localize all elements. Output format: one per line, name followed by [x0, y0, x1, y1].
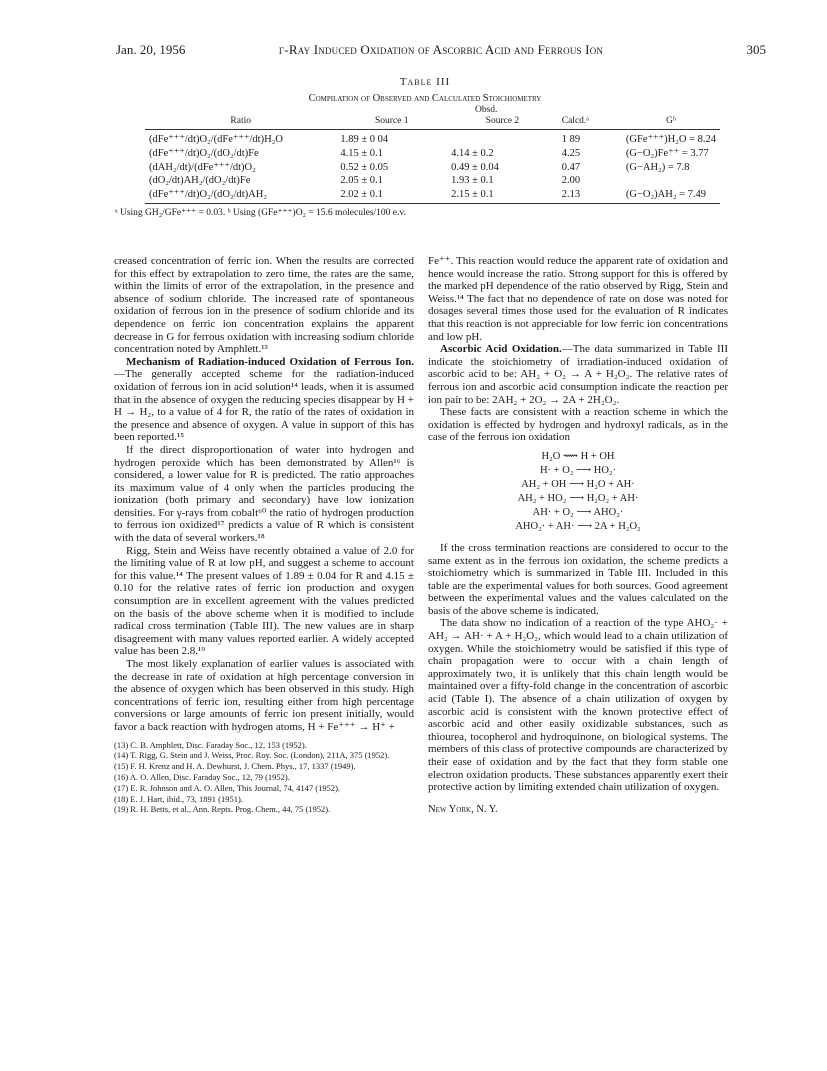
paragraph-text: —The data summarized in Table III indicate the stoichiometry of irradiation-induced oxidation of ascorbic acid to be: AH₂ + O₂ → A + H₂O₂. The relative rates of ferrous ion and ascorbic acid consumption indicate the reaction per ion pair to be: 2AH₂ + 2O₂ → 2A + 2H₂O₂. [428, 343, 728, 406]
reference-item: (19) R. H. Betts, et al., Ann. Repts. Prog. Chem., 44, 75 (1952). [114, 804, 331, 815]
reference-item: (16) A. O. Allen, Disc. Faraday Soc., 12, 79 (1952). [114, 771, 290, 782]
body-paragraph: Rigg, Stein and Weiss have recently obtained a value of 2.0 for the limiting value of R at low pH, and suggest a scheme to account for this value.¹⁴ The present values of 1.89 ± 0.04 for R and 4.15 ± 0.10 for the relative rates of ferric ion production and oxygen consumption are in excellent agreement with the values predicted on the basis of the above scheme when it is modified to include radical cross termination (Table III). The new values are in sharp disagreement with many values reported earlier. A widely accepted value has been 2.8.¹⁹ [114, 544, 414, 658]
equation: AHO₂· + AH· ⟶ 2A + H₂O₂ [515, 520, 641, 532]
cell-source2: 4.14 ± 0.2 [451, 147, 494, 159]
section-heading: Ascorbic Acid Oxidation. [440, 343, 562, 356]
cell-source1: 0.52 ± 0.05 [340, 161, 389, 173]
references [114, 740, 414, 816]
equation: H· + O₂ ⟶ HO₂· [539, 464, 617, 476]
stoichiometry-table [145, 116, 720, 204]
equation: AH₂ + OH ⟶ H₂O + AH· [521, 478, 635, 490]
table-caption: Compilation of Observed and Calculated Stoichiometry [308, 93, 542, 104]
body-paragraph: If the cross termination reactions are considered to occur to the same extent as in the ferrous ion oxidation, the scheme predicts a stoichiometry which is summarized in Table III. Included in this table are the experimental values for both sources. Good agreement between the experimental values and the values calculated on the basis of the above scheme is indicated. [428, 541, 728, 617]
reference-item: (17) E. R. Johnson and A. O. Allen, This Journal, 74, 4147 (1952). [114, 782, 341, 793]
body-paragraph [428, 343, 728, 406]
cell-calcd: 0.47 [561, 161, 581, 173]
reference-item: (14) T. Rigg, G. Stein and J. Weiss, Proc. Roy. Soc. (London), 211A, 375 (1952). [114, 750, 390, 761]
cell-g: (GFe⁺⁺⁺)H₂O = 8.24 [625, 134, 716, 145]
table-header-row [145, 116, 720, 130]
reference-item: (18) E. J. Hart, ibid., 73, 1891 (1951). [114, 793, 243, 804]
table-row [145, 146, 720, 160]
paragraph-text: —The generally accepted scheme for the radiation-induced oxidation of ferrous ion in acid solution¹⁴ leads, when it is assumed that in the absence of oxygen the reducing species disappear by H + H → H₂, to a value of 4 for R, the ratio of the rates of oxidation in the presence and absence of oxygen. A value in support of this has been reported.¹⁵ [114, 368, 414, 444]
right-column [428, 255, 728, 816]
equation: AH· + O₂ ⟶ AHO₂· [532, 506, 624, 518]
cell-ratio: (dAH₂/dt)/(dFe⁺⁺⁺/dt)O₂ [149, 162, 256, 173]
equation: H₂O ⟿ H + OH [541, 450, 615, 462]
section-heading: Mechanism of Radiation-induced Oxidation of Ferrous Ion. [126, 355, 414, 368]
body-paragraph: If the direct disproportionation of water into hydrogen and hydrogen peroxide which has been demonstrated by Allen¹⁶ is considered, a lower value for R is predicted. The ratio approaches its maximum value of 4 only when the particles producing the ionization (both primary and secondary) have low ionization densities. For γ-rays from cobalt⁶⁰ the ratio of hydrogen production to ferrous ion oxidized¹⁷ predicts a value of R which is consistent with the data of several workers.¹⁸ [114, 443, 414, 545]
col-header-calcd: Calcd.ᵃ [558, 116, 622, 130]
cell-source2: 1.93 ± 0.1 [451, 175, 494, 186]
cell-source1: 1.89 ± 0 04 [340, 133, 389, 145]
cell-calcd: 2.00 [561, 175, 581, 186]
cell-source2 [447, 130, 558, 147]
body-paragraph [114, 356, 414, 444]
cell-calcd: 4.25 [561, 147, 581, 159]
author-location: New York, N. Y. [428, 803, 498, 815]
table-title: Table III [399, 76, 451, 88]
cell-calcd: 2.13 [558, 187, 622, 204]
table-row [145, 130, 720, 147]
left-column [114, 255, 414, 815]
cell-ratio: (dFe⁺⁺⁺/dt)O₂/(dO₂/dt)AH₂ [145, 187, 336, 204]
cell-g: (G−O₂)Fe⁺⁺ = 3.77 [625, 148, 709, 159]
cell-source1: 2.02 ± 0.1 [336, 187, 447, 204]
table-row [145, 160, 720, 174]
cell-ratio: (dO₂/dt)AH₂/(dO₂/dt)Fe [149, 175, 251, 186]
table-row [145, 187, 720, 204]
col-header-ratio: Ratio [145, 116, 336, 130]
cell-source1: 2.05 ± 0.1 [340, 175, 383, 186]
cell-source2: 0.49 ± 0.04 [451, 161, 499, 173]
body-paragraph: The most likely explanation of earlier values is associated with the decrease in rate of oxidation at high percentage conversion in the absence of oxygen which has been observed in this study. High concentrations of ferric ion, resulting either from high percentage conversions or large amounts of ferric ion present initially, would favor a back reaction with hydrogen atoms, H + Fe⁺⁺⁺ → H⁺ + [114, 658, 414, 733]
reference-item: (15) F. H. Krenz and H. A. Dewhurst, J. Chem. Phys., 17, 1337 (1949). [114, 761, 356, 772]
reference-item: (13) C. B. Amphlett, Disc. Faraday Soc., 12, 153 (1952). [114, 739, 307, 750]
cell-ratio: (dFe⁺⁺⁺/dt)O₂/(dFe⁺⁺⁺/dt)H₂O [149, 134, 283, 145]
body-paragraph: creased concentration of ferric ion. When the results are corrected for this effect by extrapolation to zero time, the rates are the same, within the limits of error of the extrapolation, in the presence and absence of sodium chloride. The increased rate of spontaneous oxidation of ferrous ion in the presence of sodium chloride and its dependence on ferric ion concentration explains the apparent decrease in G for ferrous oxidation with increasing sodium chloride concentration noted by Amphlett.¹³ [114, 255, 414, 356]
body-paragraph: Fe⁺⁺. This reaction would reduce the apparent rate of oxidation and hence would increase the ratio. Strong support for this is offered by the marked pH dependence of the ratio observed by Rigg, Stein and Weiss.¹⁴ The fact that no dependence of rate on dose was noted for dosages several times those used for the evaluation of R indicates that this reaction is not appreciable for low ferric ion concentrations and low pH. [428, 255, 728, 343]
cell-g: (G−O₂)AH₂ = 7.49 [622, 187, 720, 204]
table-iii [115, 76, 716, 218]
col-header-g: Gᵇ [622, 116, 720, 130]
cell-ratio: (dFe⁺⁺⁺/dt)O₂/(dO₂/dt)Fe [149, 148, 259, 159]
col-header-source2: Source 2 [447, 116, 558, 130]
body-paragraph: The data show no indication of a reaction of the type AHO₂· + AH₂ → AH· + A + H₂O₂, which would lead to a chain utilization of oxygen. While the stoichiometry would be satisfied if this type of chain propagation were to occur with a chain length of approximately two, it is unlikely that this chain length would be maintained over a fifty-fold change in the concentration of ascorbic acid (Table I). The absence of a chain utilization of oxygen by ascorbic acid is consistent with the known protective effect of ascorbic acid and other easily oxidizable substances, such as thiourea, tocopherol and hydroquinone, on biological systems. The members of this class of protective compounds are characterized by their ease of oxidation and by the fact that they form stable one electron oxidation products. These substances apparently exert their protective action by limiting extended chain utilization of oxygen. [428, 617, 728, 794]
running-header [116, 42, 766, 62]
equation: AH₂ + HO₂ ⟶ H₂O₂ + AH· [517, 492, 639, 504]
body-paragraph: These facts are consistent with a reaction scheme in which the oxidation is effected by hydrogen and hydroxyl radicals, as in the case of the ferrous ion oxidation [428, 406, 728, 444]
cell-g [622, 174, 720, 187]
cell-g: (G−AH₂) = 7.8 [625, 161, 690, 173]
cell-source1: 4.15 ± 0.1 [340, 147, 383, 159]
header-running-title: γ-Ray Induced Oxidation of Ascorbic Acid and Ferrous Ion [278, 42, 604, 57]
table-obsd-label: Obsd. [475, 105, 498, 115]
header-page-number: 305 [746, 42, 766, 57]
table-row [145, 174, 720, 187]
cell-calcd: 1 89 [561, 133, 581, 145]
table-footnote: ᵃ Using GH₂/GFe⁺⁺⁺ = 0.03. ᵇ Using (GFe⁺⁺⁺)O₂ = 15.6 molecules/100 e.v. [115, 208, 406, 218]
reaction-scheme [428, 450, 728, 534]
cell-source2: 2.15 ± 0.1 [447, 187, 558, 204]
header-date: Jan. 20, 1956 [116, 42, 186, 57]
col-header-source1: Source 1 [336, 116, 447, 130]
